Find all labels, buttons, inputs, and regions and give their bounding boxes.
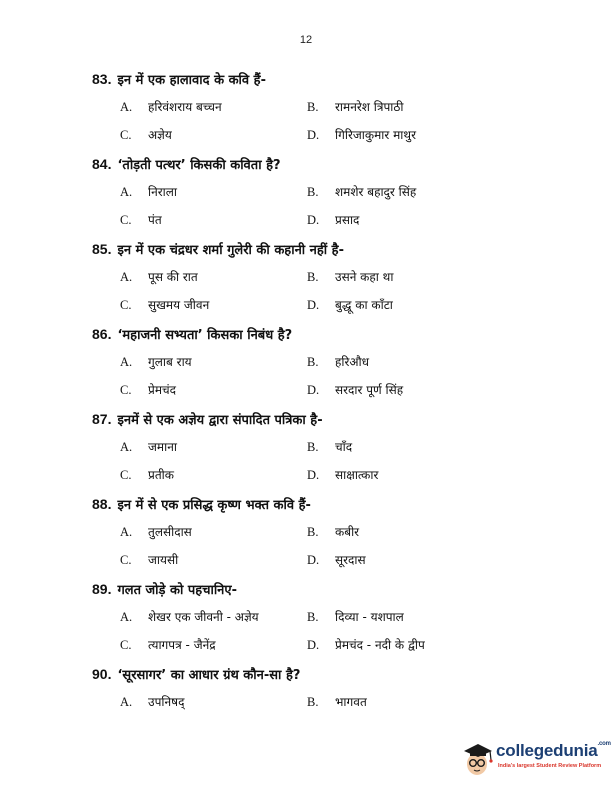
question-number: 90.	[92, 666, 112, 682]
question-item	[92, 410, 562, 495]
question-item	[92, 580, 562, 665]
option-letter: B.	[307, 100, 319, 114]
collegedunia-logo	[460, 738, 611, 780]
answer-option	[307, 211, 359, 228]
option-letter: B.	[307, 525, 319, 539]
answer-option	[307, 551, 366, 568]
answer-option	[120, 126, 172, 143]
option-row	[92, 264, 562, 292]
option-letter: A.	[120, 100, 133, 114]
answer-option	[307, 693, 367, 710]
option-letter: B.	[307, 695, 319, 709]
answer-option	[307, 268, 393, 285]
answer-option	[307, 636, 425, 653]
answer-option	[307, 608, 404, 625]
option-text: प्रतीक	[148, 468, 174, 482]
option-row	[92, 207, 562, 235]
answer-option	[307, 296, 393, 313]
option-letter: A.	[120, 695, 133, 709]
option-text: अज्ञेय	[148, 128, 172, 142]
question-text: ‘सूरसागर’ का आधार ग्रंथ कौन-सा है?	[117, 668, 301, 683]
question-heading	[92, 155, 562, 179]
question-number: 89.	[92, 581, 112, 597]
page-number: 12	[299, 34, 313, 46]
option-text: बुद्धू का काँटा	[335, 298, 393, 312]
option-text: जमाना	[148, 440, 177, 454]
option-row	[92, 434, 562, 462]
option-text: सूरदास	[335, 553, 366, 567]
option-letter: A.	[120, 525, 133, 539]
answer-option	[120, 211, 162, 228]
question-item	[92, 665, 562, 725]
option-letter: A.	[120, 185, 133, 199]
answer-option	[307, 381, 403, 398]
option-text: साक्षात्कार	[335, 468, 379, 482]
answer-option	[307, 466, 378, 483]
question-item	[92, 155, 562, 240]
option-row	[92, 94, 562, 122]
option-text: हरिऔध	[335, 355, 370, 369]
answer-option	[120, 353, 192, 370]
option-letter: C.	[120, 553, 132, 567]
option-text: त्यागपत्र - जैनेंद्र	[148, 638, 216, 652]
question-text: इन में एक हालावाद के कवि हैं-	[117, 73, 266, 88]
question-number: 87.	[92, 411, 112, 427]
answer-option	[307, 523, 359, 540]
question-item	[92, 70, 562, 155]
question-text: इनमें से एक अज्ञेय द्वारा संपादित पत्रिका है-	[117, 413, 323, 428]
option-text: शेखर एक जीवनी - अज्ञेय	[148, 610, 259, 624]
logo-tagline: India's largest Student Review Platform	[498, 763, 602, 769]
option-letter: B.	[307, 355, 319, 369]
question-heading	[92, 410, 562, 434]
question-text: ‘महाजनी सभ्यता’ किसका निबंध है?	[117, 328, 293, 343]
option-letter: C.	[120, 298, 132, 312]
answer-option	[120, 608, 259, 625]
question-heading	[92, 70, 562, 94]
option-text: निराला	[148, 185, 178, 199]
option-letter: C.	[120, 128, 132, 142]
answer-option	[120, 551, 178, 568]
option-text: प्रसाद	[335, 213, 360, 227]
question-number: 84.	[92, 156, 112, 172]
answer-option	[307, 98, 403, 115]
option-letter: B.	[307, 610, 319, 624]
option-text: पंत	[148, 213, 162, 227]
option-text: कबीर	[335, 525, 360, 539]
answer-option	[307, 438, 352, 455]
option-text: हरिवंशराय बच्चन	[148, 100, 222, 114]
question-heading	[92, 665, 562, 689]
option-letter: C.	[120, 213, 132, 227]
option-letter: B.	[307, 185, 319, 199]
answer-option	[120, 296, 209, 313]
graduate-mascot-icon	[460, 738, 496, 778]
option-row	[92, 547, 562, 575]
question-number: 83.	[92, 71, 112, 87]
option-row	[92, 377, 562, 405]
question-heading	[92, 495, 562, 519]
question-heading	[92, 325, 562, 349]
option-letter: D.	[307, 213, 320, 227]
option-row	[92, 689, 562, 717]
option-text: पूस की रात	[148, 270, 198, 284]
option-letter: D.	[307, 298, 320, 312]
question-text: गलत जोड़े को पहचानिए-	[117, 583, 237, 598]
option-row	[92, 349, 562, 377]
logo-name: collegedunia$^{.com}$	[496, 741, 611, 760]
answer-option	[120, 268, 198, 285]
answer-option	[120, 523, 192, 540]
option-text: उसने कहा था	[335, 270, 394, 284]
option-row	[92, 519, 562, 547]
option-letter: B.	[307, 440, 319, 454]
question-text: ‘तोड़ती पत्थर’ किसकी कविता है?	[117, 158, 281, 173]
option-row	[92, 604, 562, 632]
option-text: शमशेर बहादुर सिंह	[335, 185, 417, 199]
answer-option	[120, 381, 176, 398]
option-letter: C.	[120, 383, 132, 397]
option-text: भागवत	[335, 695, 367, 709]
answer-option	[120, 183, 177, 200]
question-heading	[92, 240, 562, 264]
question-text: इन में एक चंद्रधर शर्मा गुलेरी की कहानी नहीं है-	[117, 243, 344, 258]
option-letter: D.	[307, 128, 320, 142]
answer-option	[307, 126, 416, 143]
option-letter: D.	[307, 638, 320, 652]
option-text: जायसी	[148, 553, 179, 567]
answer-option	[120, 98, 222, 115]
option-letter: C.	[120, 638, 132, 652]
answer-option	[307, 353, 369, 370]
question-list	[92, 70, 562, 725]
answer-option	[120, 466, 174, 483]
option-letter: D.	[307, 553, 320, 567]
option-letter: A.	[120, 610, 133, 624]
option-text: रामनरेश त्रिपाठी	[335, 100, 404, 114]
option-text: सुखमय जीवन	[148, 298, 210, 312]
question-number: 85.	[92, 241, 112, 257]
option-text: प्रेमचंद	[148, 383, 176, 397]
question-number: 88.	[92, 496, 112, 512]
question-item	[92, 240, 562, 325]
option-text: चाँद	[335, 440, 353, 454]
option-text: तुलसीदास	[148, 525, 192, 539]
question-item	[92, 495, 562, 580]
option-letter: D.	[307, 383, 320, 397]
option-text: सरदार पूर्ण सिंह	[335, 383, 404, 397]
option-letter: A.	[120, 270, 133, 284]
question-number: 86.	[92, 326, 112, 342]
answer-option	[120, 636, 216, 653]
option-text: दिव्या - यशपाल	[335, 610, 404, 624]
answer-option	[307, 183, 416, 200]
option-row	[92, 179, 562, 207]
question-text: इन में से एक प्रसिद्ध कृष्ण भक्त कवि हैं-	[117, 498, 311, 513]
option-letter: C.	[120, 468, 132, 482]
option-text: प्रेमचंद - नदी के द्वीप	[335, 638, 425, 652]
question-item	[92, 325, 562, 410]
option-text: गुलाब राय	[148, 355, 192, 369]
question-heading	[92, 580, 562, 604]
option-row	[92, 122, 562, 150]
option-letter: A.	[120, 355, 133, 369]
option-letter: D.	[307, 468, 320, 482]
option-text: गिरिजाकुमार माथुर	[335, 128, 416, 142]
option-letter: B.	[307, 270, 319, 284]
option-row	[92, 462, 562, 490]
option-text: उपनिषद्	[148, 695, 185, 709]
option-row	[92, 292, 562, 320]
option-row	[92, 632, 562, 660]
answer-option	[120, 693, 184, 710]
answer-option	[120, 438, 177, 455]
option-letter: A.	[120, 440, 133, 454]
